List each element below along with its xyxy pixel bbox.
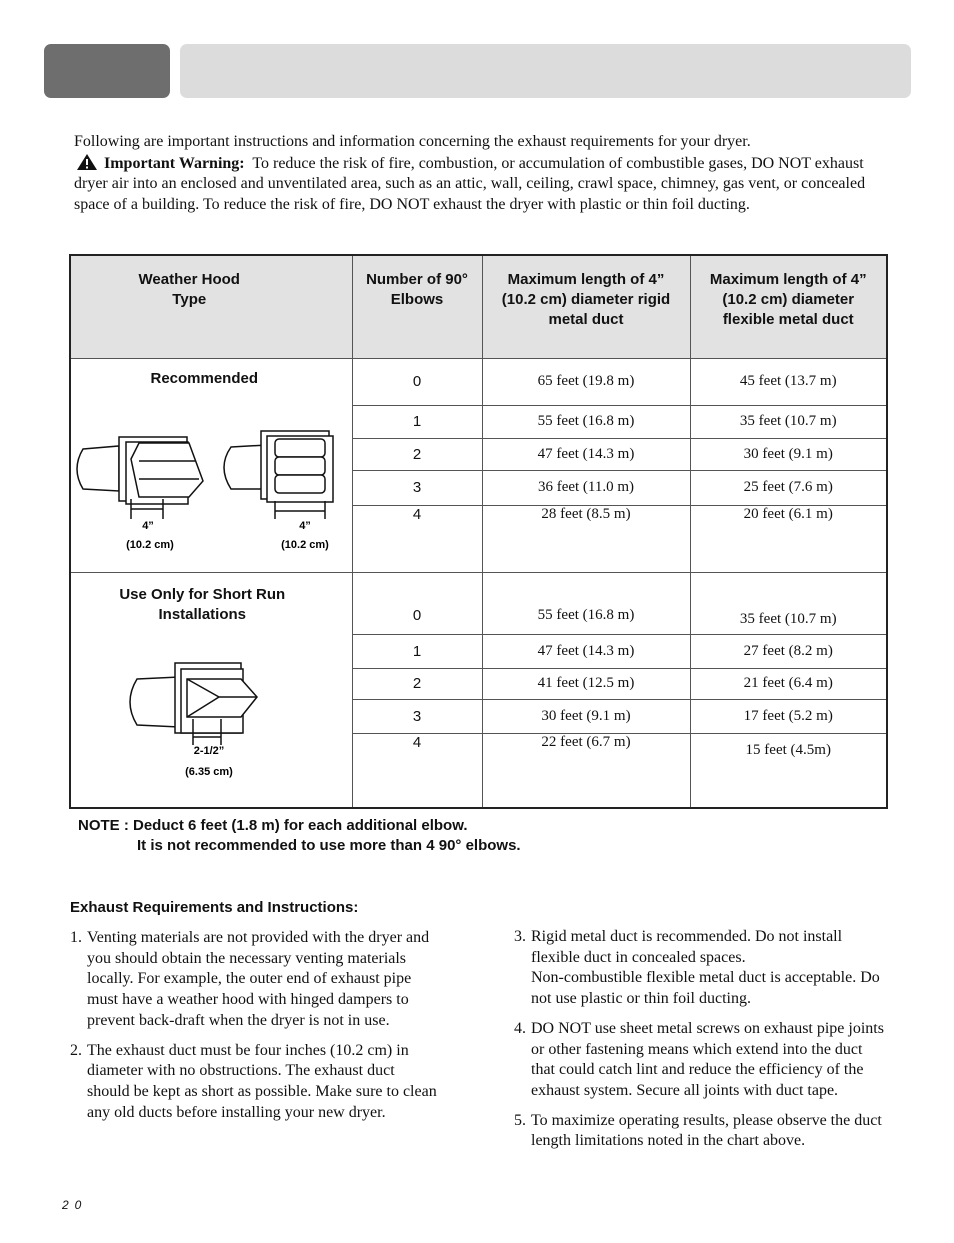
rigid-cell: 47 feet (14.3 m) [482,634,690,668]
header-text: metal duct [548,311,624,328]
elbows-cell: 4 [352,505,482,572]
header-text: Elbows [390,291,444,308]
item-number: 4. [514,1019,526,1037]
item-number: 1. [70,929,82,946]
header-text: flexible metal duct [722,311,854,328]
elbows-cell: 2 [352,438,482,470]
header-weather-hood-type [70,255,352,358]
list-item [514,1111,884,1152]
header-text: Type [172,291,207,308]
short-run-title [71,573,352,625]
intro-text [74,132,886,215]
item-text-part: Non-combustible flexible metal duct is acceptable. Do not use plastic or thin foil ducting. [531,969,880,1008]
header-text: Maximum length of 4” [507,271,665,288]
table-note [78,816,521,856]
rigid-cell: 47 feet (14.3 m) [482,438,690,470]
elbows-cell: 1 [352,405,482,438]
header-rigid-duct [482,255,690,358]
flex-cell: 27 feet (8.2 m) [690,634,887,668]
rigid-cell: 41 feet (12.5 m) [482,668,690,699]
item-number: 5. [514,1111,526,1129]
dim1-inches: 4” [142,519,154,532]
short-run-hood-cell [70,572,352,808]
dim1-cm: (10.2 cm) [126,538,174,551]
rigid-cell: 28 feet (8.5 m) [482,505,690,572]
short-run-hood-illustration [71,657,353,807]
short-run-dim-inches: 2-1/2” [193,744,225,757]
flex-cell: 15 feet (4.5m) [690,733,887,808]
exhaust-length-table [69,254,888,809]
item-text [531,927,884,1010]
rigid-cell: 55 feet (16.8 m) [482,405,690,438]
item-text: To maximize operating results, please observe the duct length limitations noted in the chart above. [531,1111,882,1150]
recommended-title: Recommended [150,369,259,387]
page-number: 20 [62,1198,88,1212]
rigid-cell: 55 feet (16.8 m) [482,572,690,634]
rigid-cell: 22 feet (6.7 m) [482,733,690,808]
section-title: Exhaust Requirements and Instructions: [70,899,359,916]
item-number: 2. [70,1041,82,1059]
elbows-cell: 3 [352,699,482,733]
recommended-hood-cell [70,358,352,572]
elbows-cell: 0 [352,358,482,405]
short-run-title-line: Use Only for Short Run [119,585,286,603]
header-text: Number of 90° [366,271,468,288]
warning-icon [76,153,98,171]
note-line: It is not recommended to use more than 4 90° elbows. [137,837,521,854]
flex-cell: 25 feet (7.6 m) [690,470,887,505]
header-text: (10.2 cm) diameter rigid [501,291,671,308]
elbows-cell: 2 [352,668,482,699]
flex-cell: 35 feet (10.7 m) [690,405,887,438]
flex-cell: 20 feet (6.1 m) [690,505,887,572]
item-text: DO NOT use sheet metal screws on exhaust pipe joints or other fastening means which extend into the duct that could catch lint and reduce the efficiency of the exhaust system. Secure all joints with duct tape. [531,1019,884,1099]
recommended-hoods-illustration [71,411,353,591]
short-run-dim-cm: (6.35 cm) [185,765,233,778]
list-item [70,1041,440,1124]
rigid-cell: 36 feet (11.0 m) [482,470,690,505]
header-flexible-duct [690,255,887,358]
dim2-inches: 4” [299,519,311,532]
note-line: NOTE : Deduct 6 feet (1.8 m) for each additional elbow. [78,817,468,834]
header-text: Weather Hood [138,271,240,288]
elbows-cell: 0 [352,572,482,634]
item-text-part: Rigid metal duct is recommended. Do not install flexible duct in concealed spaces. [531,928,843,966]
elbows-cell: 4 [352,733,482,808]
warning-label: Important Warning: [104,154,245,172]
instructions-left-column [70,928,440,1132]
header-tab-dark [44,44,170,98]
table-row [70,572,887,634]
item-text: The exhaust duct must be four inches (10.2 cm) in diameter with no obstructions. The exhaust duct should be kept as short as possible. Make sure to clean any old ducts before installing your new dryer. [87,1041,437,1121]
elbows-cell: 1 [352,634,482,668]
short-run-title-line: Installations [158,605,247,623]
rigid-cell: 30 feet (9.1 m) [482,699,690,733]
header-text: Maximum length of 4” [709,271,867,288]
list-item [70,928,440,1032]
flex-cell: 17 feet (5.2 m) [690,699,887,733]
item-number: 3. [514,928,526,945]
elbows-cell: 3 [352,470,482,505]
header-elbows [352,255,482,358]
flex-cell: 45 feet (13.7 m) [690,358,887,405]
rigid-cell: 65 feet (19.8 m) [482,358,690,405]
list-item [514,927,884,1010]
flex-cell: 30 feet (9.1 m) [690,438,887,470]
header-text: (10.2 cm) diameter [722,291,855,308]
flex-cell: 35 feet (10.7 m) [690,572,887,634]
item-text: Venting materials are not provided with the dryer and you should obtain the necessary venting materials locally. For example, the outer end of exhaust pipe must have a weather hood with hinged dampers to prevent back-draft when the dryer is not in use. [87,929,430,1029]
intro-line: Following are important instructions and information concerning the exhaust requirements for your dryer. [74,133,751,150]
warning-paragraph [74,153,886,216]
flex-cell: 21 feet (6.4 m) [690,668,887,699]
table-row [70,358,887,405]
warning-text: To reduce the risk of fire, combustion, or accumulation of combustible gases, DO NOT exhaust dryer air into an enclosed and unventilated area, such as an attic, wall, ceiling, crawl space, chimney, gas vent, or concealed space of a building. To reduce the risk of fire, DO NOT exhaust the dryer with plastic or thin foil ducting. [74,154,866,213]
header-bar [180,44,911,98]
list-item [514,1019,884,1102]
dim2-cm: (10.2 cm) [281,538,329,551]
instructions-right-column [514,927,884,1161]
